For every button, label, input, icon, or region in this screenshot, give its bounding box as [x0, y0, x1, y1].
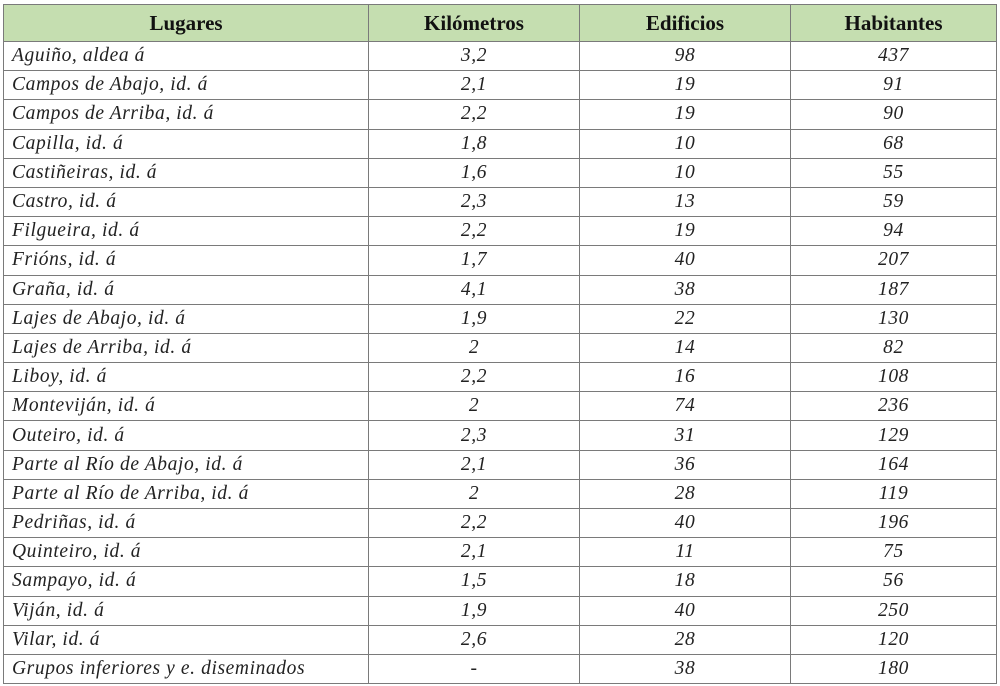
- place-cell: Campos de Arriba, id. á: [4, 100, 369, 129]
- table-row: [4, 100, 997, 129]
- place-cell: Aguiño, aldea á: [4, 42, 369, 71]
- kilometros-cell: 2,2: [369, 217, 580, 246]
- table-row: [4, 538, 997, 567]
- edificios-cell: 19: [580, 217, 791, 246]
- table-row: [4, 333, 997, 362]
- edificios-cell: 18: [580, 567, 791, 596]
- edificios-cell: 14: [580, 333, 791, 362]
- kilometros-cell: 1,8: [369, 129, 580, 158]
- table-row: [4, 158, 997, 187]
- habitantes-cell: 90: [791, 100, 997, 129]
- kilometros-cell: 1,9: [369, 304, 580, 333]
- kilometros-cell: 4,1: [369, 275, 580, 304]
- kilometros-cell: 2,1: [369, 538, 580, 567]
- place-cell: Parte al Río de Abajo, id. á: [4, 450, 369, 479]
- kilometros-cell: 1,7: [369, 246, 580, 275]
- edificios-cell: 98: [580, 42, 791, 71]
- table-row: [4, 217, 997, 246]
- header-kilometros: Kilómetros: [369, 5, 580, 42]
- place-cell: Monteviján, id. á: [4, 392, 369, 421]
- habitantes-cell: 56: [791, 567, 997, 596]
- table-row: [4, 625, 997, 654]
- place-cell: Lajes de Arriba, id. á: [4, 333, 369, 362]
- habitantes-cell: 119: [791, 479, 997, 508]
- place-cell: Pedriñas, id. á: [4, 509, 369, 538]
- edificios-cell: 38: [580, 654, 791, 683]
- edificios-cell: 19: [580, 100, 791, 129]
- table-row: [4, 71, 997, 100]
- kilometros-cell: 2,3: [369, 421, 580, 450]
- edificios-cell: 38: [580, 275, 791, 304]
- kilometros-cell: 1,9: [369, 596, 580, 625]
- habitantes-cell: 437: [791, 42, 997, 71]
- habitantes-cell: 207: [791, 246, 997, 275]
- table-row: [4, 275, 997, 304]
- edificios-cell: 40: [580, 509, 791, 538]
- edificios-cell: 40: [580, 246, 791, 275]
- kilometros-cell: 2: [369, 333, 580, 362]
- place-cell: Lajes de Abajo, id. á: [4, 304, 369, 333]
- kilometros-cell: 2: [369, 392, 580, 421]
- place-cell: Viján, id. á: [4, 596, 369, 625]
- edificios-cell: 74: [580, 392, 791, 421]
- table-row: [4, 129, 997, 158]
- habitantes-cell: 94: [791, 217, 997, 246]
- habitantes-cell: 129: [791, 421, 997, 450]
- edificios-cell: 40: [580, 596, 791, 625]
- kilometros-cell: 3,2: [369, 42, 580, 71]
- habitantes-cell: 59: [791, 187, 997, 216]
- kilometros-cell: 2,2: [369, 100, 580, 129]
- edificios-cell: 36: [580, 450, 791, 479]
- edificios-cell: 10: [580, 129, 791, 158]
- place-cell: Castro, id. á: [4, 187, 369, 216]
- habitantes-cell: 68: [791, 129, 997, 158]
- place-cell: Grupos inferiores y e. diseminados: [4, 654, 369, 683]
- place-cell: Capilla, id. á: [4, 129, 369, 158]
- table-row: [4, 596, 997, 625]
- habitantes-cell: 91: [791, 71, 997, 100]
- table-row: [4, 509, 997, 538]
- table-row: [4, 246, 997, 275]
- header-row: [4, 5, 997, 42]
- table-row: [4, 567, 997, 596]
- habitantes-cell: 250: [791, 596, 997, 625]
- habitantes-cell: 180: [791, 654, 997, 683]
- place-cell: Graña, id. á: [4, 275, 369, 304]
- edificios-cell: 10: [580, 158, 791, 187]
- table-row: [4, 654, 997, 683]
- place-cell: Castiñeiras, id. á: [4, 158, 369, 187]
- edificios-cell: 19: [580, 71, 791, 100]
- place-cell: Parte al Río de Arriba, id. á: [4, 479, 369, 508]
- habitantes-cell: 75: [791, 538, 997, 567]
- table-row: [4, 187, 997, 216]
- edificios-cell: 13: [580, 187, 791, 216]
- place-cell: Outeiro, id. á: [4, 421, 369, 450]
- header-edificios: Edificios: [580, 5, 791, 42]
- table-row: [4, 421, 997, 450]
- place-cell: Liboy, id. á: [4, 363, 369, 392]
- table-row: [4, 42, 997, 71]
- table-row: [4, 304, 997, 333]
- table-row: [4, 479, 997, 508]
- place-cell: Filgueira, id. á: [4, 217, 369, 246]
- habitantes-cell: 236: [791, 392, 997, 421]
- place-cell: Vilar, id. á: [4, 625, 369, 654]
- edificios-cell: 11: [580, 538, 791, 567]
- habitantes-cell: 82: [791, 333, 997, 362]
- table-row: [4, 363, 997, 392]
- table-body: [4, 42, 997, 684]
- edificios-cell: 31: [580, 421, 791, 450]
- kilometros-cell: 2: [369, 479, 580, 508]
- edificios-cell: 28: [580, 625, 791, 654]
- header-habitantes: Habitantes: [791, 5, 997, 42]
- habitantes-cell: 187: [791, 275, 997, 304]
- kilometros-cell: 2,2: [369, 509, 580, 538]
- kilometros-cell: 1,6: [369, 158, 580, 187]
- habitantes-cell: 108: [791, 363, 997, 392]
- kilometros-cell: 2,6: [369, 625, 580, 654]
- table-row: [4, 450, 997, 479]
- place-cell: Quinteiro, id. á: [4, 538, 369, 567]
- place-cell: Sampayo, id. á: [4, 567, 369, 596]
- kilometros-cell: 2,1: [369, 450, 580, 479]
- header-lugares: Lugares: [4, 5, 369, 42]
- population-table: [3, 4, 997, 684]
- habitantes-cell: 196: [791, 509, 997, 538]
- table-row: [4, 392, 997, 421]
- habitantes-cell: 120: [791, 625, 997, 654]
- kilometros-cell: 2,3: [369, 187, 580, 216]
- habitantes-cell: 55: [791, 158, 997, 187]
- place-cell: Frións, id. á: [4, 246, 369, 275]
- edificios-cell: 28: [580, 479, 791, 508]
- place-cell: Campos de Abajo, id. á: [4, 71, 369, 100]
- kilometros-cell: 1,5: [369, 567, 580, 596]
- kilometros-cell: 2,2: [369, 363, 580, 392]
- habitantes-cell: 130: [791, 304, 997, 333]
- habitantes-cell: 164: [791, 450, 997, 479]
- edificios-cell: 22: [580, 304, 791, 333]
- kilometros-cell: -: [369, 654, 580, 683]
- edificios-cell: 16: [580, 363, 791, 392]
- kilometros-cell: 2,1: [369, 71, 580, 100]
